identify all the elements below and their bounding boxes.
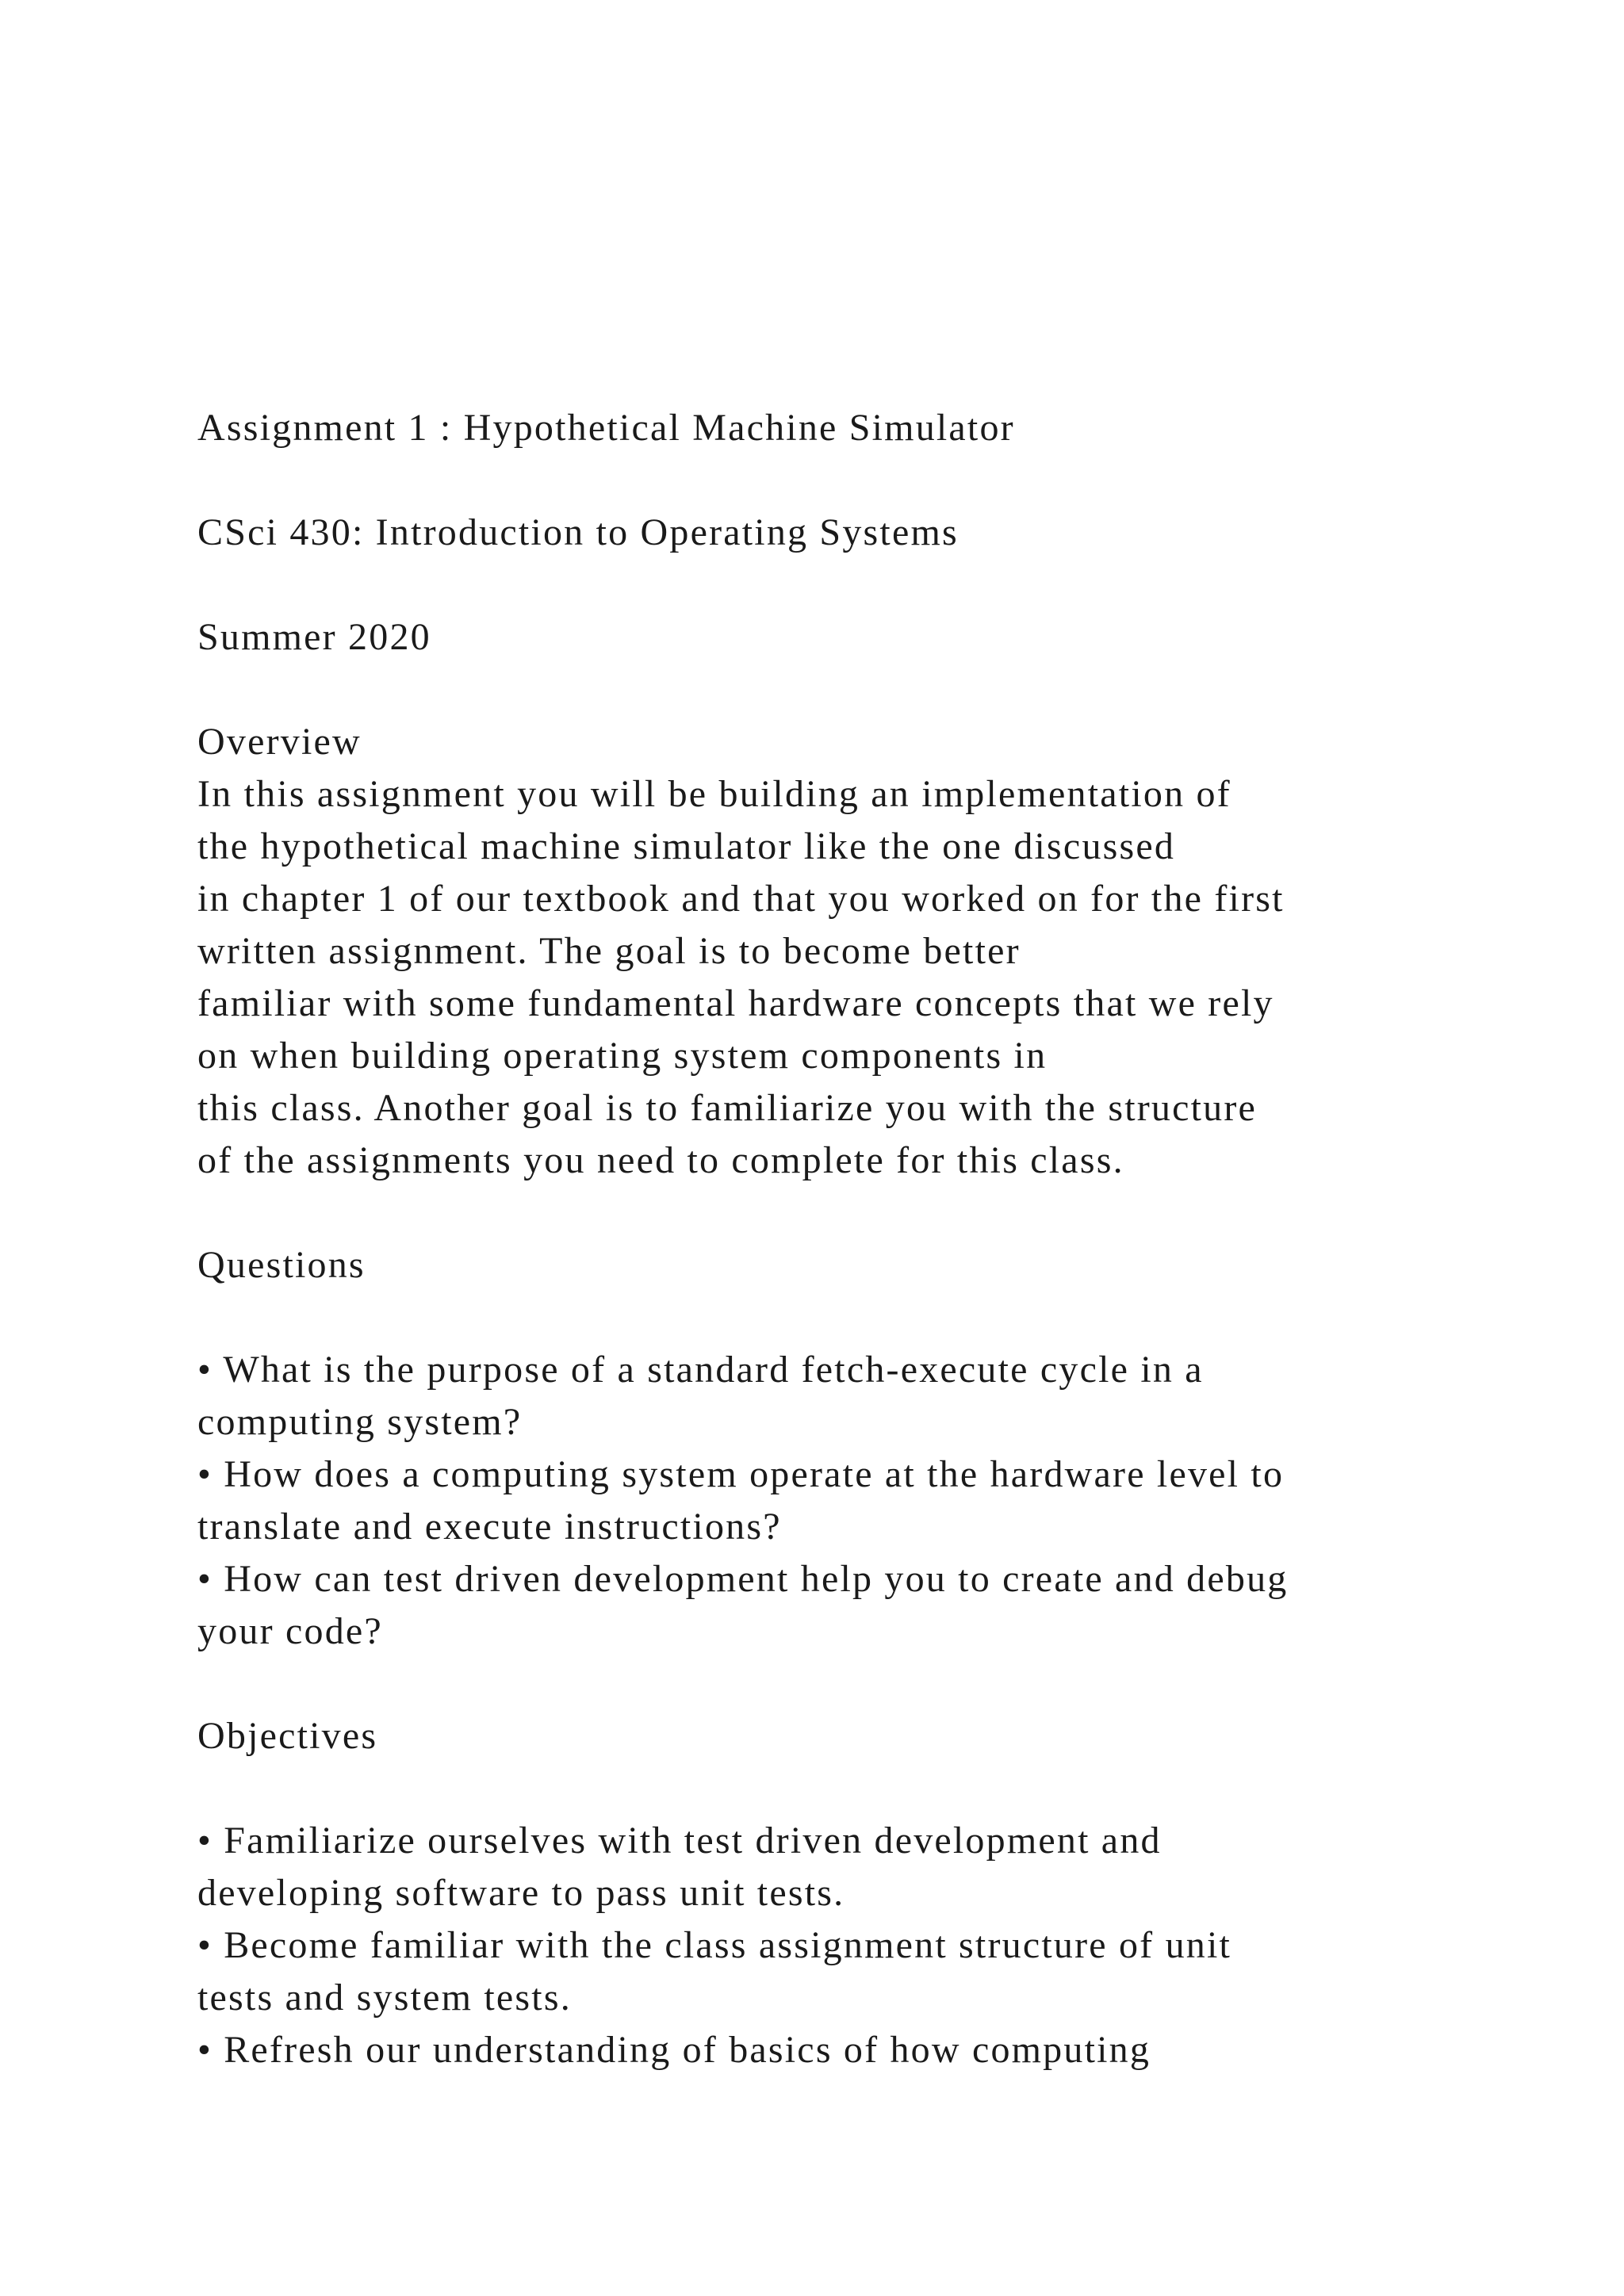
question-line: your code?	[197, 1610, 383, 1652]
questions-list	[197, 1344, 1450, 1658]
question-line: • How can test driven development help you to create and debug	[197, 1558, 1289, 1600]
objective-line: • Familiarize ourselves with test driven development and	[197, 1820, 1162, 1862]
term: Summer 2020	[197, 616, 431, 658]
question-line: computing system?	[197, 1401, 523, 1443]
overview-line: familiar with some fundamental hardware concepts that we rely	[197, 982, 1274, 1024]
objective-line: tests and system tests.	[197, 1976, 572, 2019]
questions-heading: Questions	[197, 1244, 366, 1286]
document-body	[197, 402, 1450, 2076]
overview-line: in chapter 1 of our textbook and that you worked on for the first	[197, 878, 1285, 920]
overview-paragraph	[197, 768, 1450, 1187]
overview-line: on when building operating system components in	[197, 1035, 1048, 1077]
objective-line: • Refresh our understanding of basics of how computing	[197, 2029, 1151, 2071]
question-line: • How does a computing system operate at the hardware level to	[197, 1453, 1285, 1495]
objectives-heading: Objectives	[197, 1715, 378, 1757]
overview-line: written assignment. The goal is to become better	[197, 930, 1021, 972]
objective-line: • Become familiar with the class assignment structure of unit	[197, 1924, 1232, 1966]
objective-line: developing software to pass unit tests.	[197, 1872, 845, 1914]
course-name: CSci 430: Introduction to Operating Systems	[197, 511, 959, 553]
overview-heading: Overview	[197, 721, 362, 763]
objectives-list	[197, 1815, 1450, 2076]
question-line: • What is the purpose of a standard fetch-execute cycle in a	[197, 1349, 1204, 1391]
overview-line: of the assignments you need to complete for this class.	[197, 1139, 1124, 1181]
question-line: translate and execute instructions?	[197, 1506, 782, 1548]
overview-line: this class. Another goal is to familiarize you with the structure	[197, 1087, 1258, 1129]
assignment-title: Assignment 1 : Hypothetical Machine Simulator	[197, 407, 1015, 449]
overview-line: In this assignment you will be building an implementation of	[197, 773, 1231, 815]
overview-line: the hypothetical machine simulator like the one discussed	[197, 825, 1176, 867]
